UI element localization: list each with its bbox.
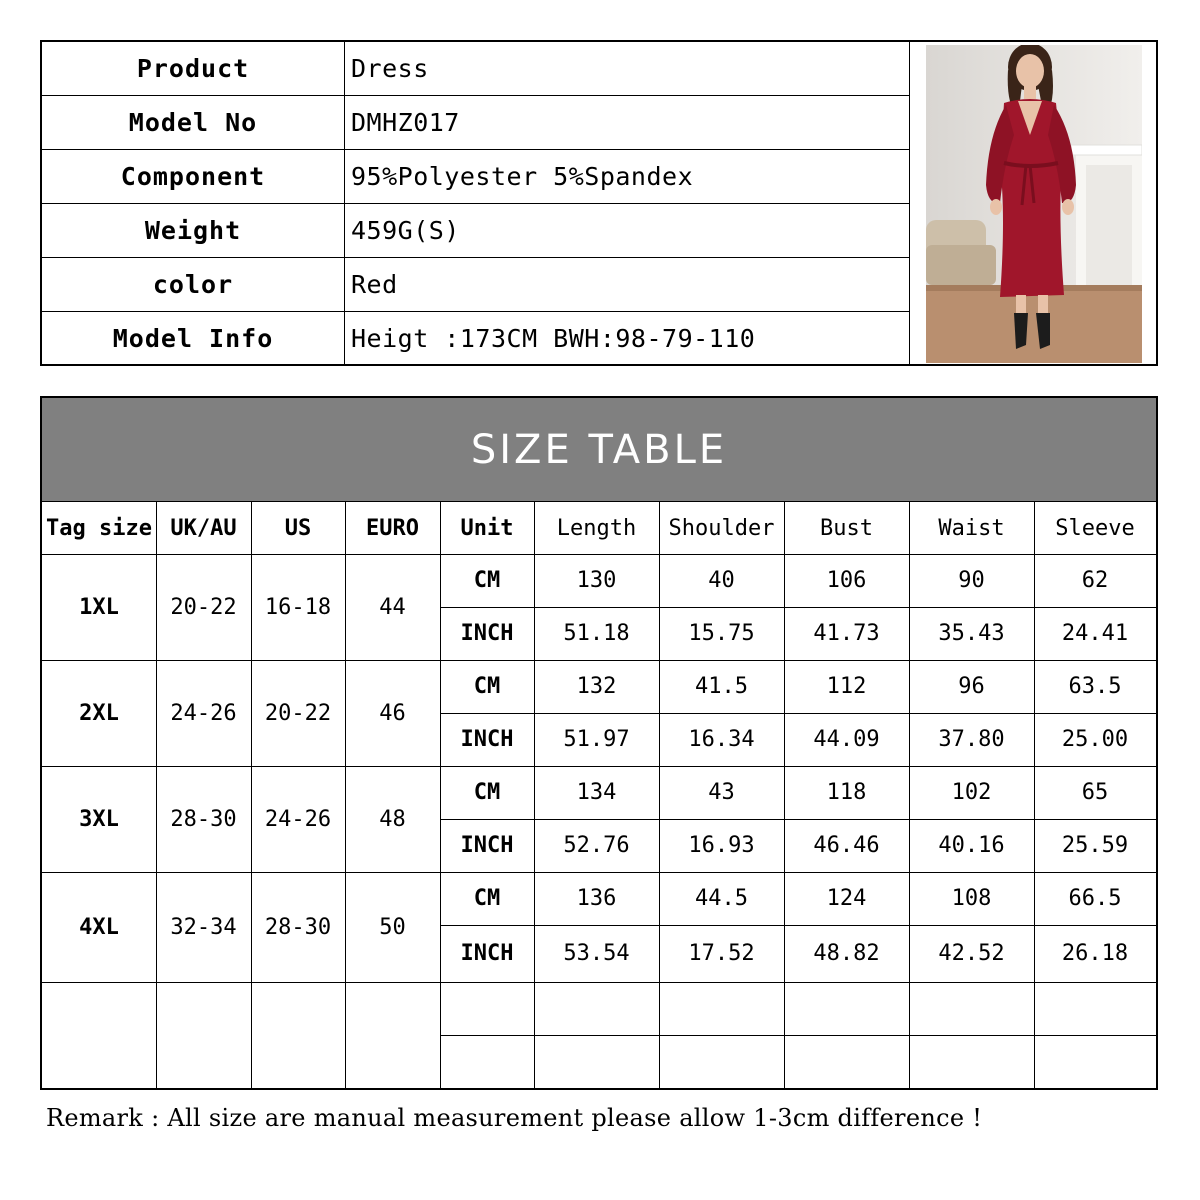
length-cell: 52.76 [563,833,630,858]
us-cell: 20-22 [264,700,332,726]
model-photo [926,45,1142,363]
waist-cell: 42.52 [938,941,1005,966]
info-value: DMHZ017 [351,108,460,137]
sleeve-cell: 66.5 [1068,886,1122,911]
us-cell: 28-30 [264,914,332,940]
size-table [40,396,1158,1090]
grid-line [42,554,1156,555]
header-euro: EURO [366,515,419,541]
grid-line [42,660,1156,661]
unit-cell: INCH [460,621,514,646]
bust-cell: 48.82 [813,941,880,966]
tag-size-cell: 4XL [79,914,119,940]
grid-line [1034,502,1035,1088]
length-cell: 51.97 [563,727,630,752]
unit-cell: INCH [460,941,514,966]
grid-line [440,1035,1156,1036]
bust-cell: 106 [826,568,867,593]
uk-au-cell: 32-34 [170,914,237,940]
model-in-dress-illustration [926,45,1142,363]
header-uk-au: UK/AU [170,515,237,541]
tag-size-cell: 1XL [79,594,119,620]
unit-cell: CM [473,780,501,805]
euro-cell: 50 [379,914,406,940]
length-cell: 132 [576,674,617,699]
sleeve-cell: 24.41 [1061,621,1129,646]
info-value: Dress [351,54,429,83]
header-bust: Bust [820,515,873,541]
sleeve-cell: 62 [1081,568,1109,593]
info-value: 459G(S) [351,216,460,245]
shoulder-cell: 15.75 [688,621,755,646]
product-info-table [40,40,1158,366]
header-tag-size: Tag size [46,515,152,541]
shoulder-cell: 43 [708,780,735,805]
info-value: Heigt :173CM BWH:98-79-110 [351,323,756,353]
grid-line [909,502,910,1088]
length-cell: 136 [576,886,617,911]
waist-cell: 102 [951,780,992,805]
grid-line [440,819,1156,820]
shoulder-cell: 44.5 [695,886,748,911]
info-label: Weight [42,204,345,257]
shoulder-cell: 41.5 [695,674,748,699]
waist-cell: 35.43 [938,621,1005,646]
bust-cell: 124 [826,886,867,911]
header-waist: Waist [938,515,1005,541]
info-label: color [42,258,345,311]
info-label: Model Info [42,312,345,364]
grid-line [42,982,1156,983]
shoulder-cell: 40 [708,568,735,593]
grid-line [440,607,1156,608]
euro-cell: 46 [379,700,406,726]
info-row-component [42,150,909,204]
info-value: Red [351,270,398,299]
header-sleeve: Sleeve [1055,515,1135,541]
us-cell: 16-18 [264,594,332,620]
header-us: US [284,515,312,541]
grid-line [784,502,785,1088]
length-cell: 130 [576,568,617,593]
waist-cell: 96 [958,674,985,699]
info-row-weight [42,204,909,258]
unit-cell: CM [473,886,501,911]
length-cell: 53.54 [563,941,630,966]
info-label: Component [42,150,345,203]
info-label: Product [42,42,345,95]
unit-cell: CM [473,674,501,699]
unit-cell: CM [473,568,501,593]
bust-cell: 46.46 [813,833,880,858]
euro-cell: 44 [379,594,406,620]
uk-au-cell: 28-30 [170,806,237,832]
length-cell: 51.18 [563,621,630,646]
sleeve-cell: 65 [1081,780,1109,805]
grid-line [345,502,346,1088]
product-photo-cell [909,42,1158,364]
grid-line [440,925,1156,926]
info-row-color [42,258,909,312]
grid-line [440,502,441,1088]
bust-cell: 118 [826,780,867,805]
bust-cell: 44.09 [813,727,880,752]
grid-line [156,502,157,1088]
remark-note: Remark : All size are manual measurement please allow 1-3cm difference ! [46,1104,983,1132]
unit-cell: INCH [460,727,514,752]
grid-line [534,502,535,1088]
size-table-title: SIZE TABLE [42,398,1156,502]
tag-size-cell: 2XL [79,700,119,726]
bust-cell: 41.73 [813,621,880,646]
grid-line [42,766,1156,767]
grid-line [42,872,1156,873]
grid-line [659,502,660,1088]
waist-cell: 108 [951,886,992,911]
sleeve-cell: 25.59 [1061,833,1129,858]
shoulder-cell: 16.34 [688,727,755,752]
shoulder-cell: 17.52 [688,941,755,966]
info-value: 95%Polyester 5%Spandex [351,162,694,191]
sleeve-cell: 26.18 [1061,941,1129,966]
sleeve-cell: 25.00 [1061,727,1129,752]
waist-cell: 40.16 [938,833,1005,858]
tag-size-cell: 3XL [79,806,119,832]
uk-au-cell: 24-26 [170,700,237,726]
info-label: Model No [42,96,345,149]
waist-cell: 37.80 [938,727,1005,752]
grid-line [251,502,252,1088]
grid-line [440,713,1156,714]
sleeve-cell: 63.5 [1068,674,1122,699]
waist-cell: 90 [958,568,985,593]
us-cell: 24-26 [264,806,332,832]
length-cell: 134 [576,780,617,805]
size-grid [42,502,1156,1088]
shoulder-cell: 16.93 [688,833,755,858]
info-row-model-info [42,312,909,364]
info-row-product [42,42,909,96]
header-shoulder: Shoulder [668,515,775,541]
euro-cell: 48 [379,806,406,832]
unit-cell: INCH [460,833,514,858]
header-length: Length [556,515,637,541]
header-unit: Unit [460,515,514,541]
info-row-model-no [42,96,909,150]
uk-au-cell: 20-22 [170,594,237,620]
bust-cell: 112 [826,674,867,699]
